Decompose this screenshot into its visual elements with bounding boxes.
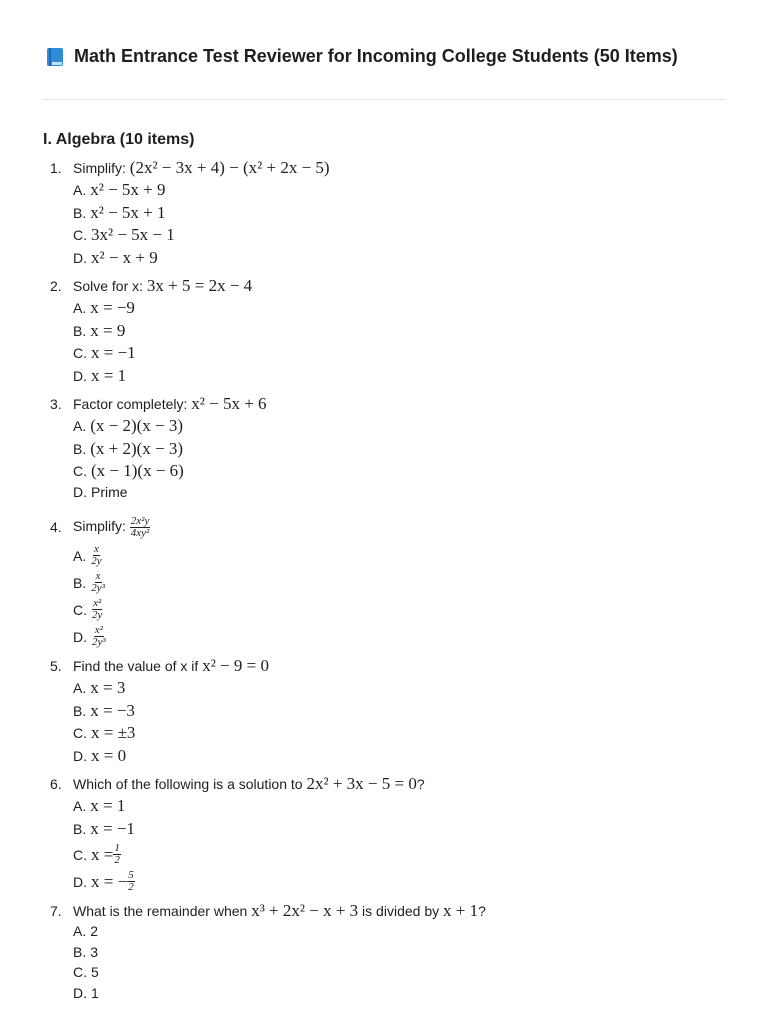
question-list [50,158,740,1011]
option-letter: C. [73,725,87,741]
option-fraction [91,625,107,648]
option-list [50,796,740,895]
question-prompt: Factor completely: [73,396,192,412]
option-item [73,723,740,746]
question-suffix: ? [478,903,486,919]
option-text: (x − 2)(x − 3) [90,416,184,435]
option-letter: D. [73,984,87,1001]
option-text: 5 [91,964,99,980]
option-letter: D. [73,747,87,764]
question-expression: (2x² − 3x + 4) − (x² + 2x − 5) [129,158,330,177]
option-text: x² − 5x + 9 [90,180,166,199]
question-text [73,656,269,676]
fraction-denominator: 2y³ [92,636,106,648]
question-expression-2: x + 1 [443,901,479,920]
option-item [73,180,740,203]
option-fraction [127,870,135,893]
option-item [73,439,740,462]
option-list [50,180,740,270]
option-text: x = [91,844,114,864]
fraction-numerator: 5 [128,869,134,881]
option-letter: C. [73,601,87,618]
option-letter: C. [73,345,87,361]
question-number: 6. [50,776,62,792]
question-prompt: Simplify: [73,517,130,534]
option-item [73,923,740,944]
question-expression: x³ + 2x² − x + 3 [251,901,359,920]
option-letter: B. [73,702,87,719]
question-mid: is divided by [358,903,443,919]
question-line [50,158,740,180]
fraction-denominator: 4xy² [130,526,150,539]
option-item [73,819,740,842]
option-letter: D. [73,873,87,890]
question-text [73,276,252,296]
option-item [73,416,740,439]
option-item [73,868,740,895]
option-letter: C. [73,964,87,980]
option-letter: D. [73,367,87,384]
question-item [50,656,740,768]
question-item [50,774,740,895]
option-text: x = ±3 [91,723,136,742]
option-item [73,461,740,484]
option-item [73,841,740,868]
fraction-numerator: x [93,543,99,555]
option-item [73,321,740,344]
option-letter: D. [73,249,87,266]
question-number: 3. [50,396,62,412]
option-letter: A. [73,798,87,814]
option-letter: B. [73,574,87,591]
option-item [73,985,740,1006]
question-number: 2. [50,278,62,294]
fraction-denominator: 2y [91,555,102,567]
option-letter: A. [73,923,87,939]
option-letter: A. [73,680,87,696]
document-title: Math Entrance Test Reviewer for Incoming College Students (50 Items) [74,46,678,66]
question-line [50,512,740,542]
question-text [73,774,425,794]
option-text: x = −1 [91,343,136,362]
question-suffix: ? [416,776,425,792]
option-text: 3x² − 5x − 1 [91,225,175,244]
option-text: x² − 5x + 1 [90,202,166,222]
option-text: 2 [90,923,99,939]
question-number: 5. [50,658,62,674]
question-fraction [130,516,151,539]
option-text: (x + 2)(x − 3) [90,438,184,458]
fraction-denominator: 2y³ [91,582,105,594]
option-item [73,796,740,819]
option-text: 1 [91,984,99,1001]
option-item [73,569,740,596]
question-prompt: Find the value of x if [73,658,203,674]
fraction-numerator: x² [93,597,102,609]
option-letter: B. [73,322,87,339]
question-prompt: Simplify: [73,160,130,176]
option-fraction [90,544,102,567]
option-text: x = −3 [90,700,135,720]
option-item [73,298,740,321]
option-text: x = − [91,871,128,891]
option-letter: A. [73,182,87,198]
title-row [46,46,678,67]
question-text [73,158,330,178]
option-letter: B. [73,204,87,221]
question-expression: 2x² + 3x − 5 = 0 [306,774,417,793]
option-fraction [91,598,103,621]
option-letter: D. [73,483,87,500]
option-letter: C. [73,227,87,243]
question-prompt: Which of the following is a solution to [73,776,307,792]
option-text: x = 1 [91,365,127,385]
question-text [73,394,267,414]
option-text: Prime [91,483,128,500]
option-letter: C. [73,846,87,863]
option-fraction [90,571,106,594]
question-line [50,901,740,923]
fraction-numerator: 1 [114,842,120,854]
option-item [73,484,740,507]
option-text: x = 9 [90,320,126,340]
fraction-numerator: 2x²y [130,514,150,527]
option-list [50,298,740,388]
book-icon [46,47,64,67]
fraction-numerator: x [95,570,101,582]
option-letter: B. [73,440,87,457]
question-number: 4. [50,519,62,535]
option-item [73,944,740,965]
option-item [73,964,740,985]
question-prompt: What is the remainder when [73,903,252,919]
option-item [73,746,740,769]
option-text: x = −9 [90,298,135,317]
option-text: x = 3 [90,678,126,697]
option-item [73,623,740,650]
fraction-denominator: 2y [92,609,103,621]
option-text: x = −1 [90,818,135,838]
option-text: 3 [90,943,99,960]
question-item [50,901,740,1005]
question-item [50,394,740,506]
option-letter: B. [73,943,87,960]
option-letter: A. [73,547,87,564]
option-item [73,225,740,248]
option-list [50,542,740,650]
fraction-denominator: 2 [114,854,120,866]
option-letter: B. [73,820,87,837]
question-number: 1. [50,160,62,176]
option-letter: A. [73,418,87,434]
option-list [50,923,740,1005]
option-text: x² − x + 9 [91,247,158,267]
option-list [50,416,740,506]
option-item [73,678,740,701]
option-list [50,678,740,768]
question-item [50,512,740,650]
question-item [50,158,740,270]
option-item [73,203,740,226]
question-expression: 3x + 5 = 2x − 4 [146,276,253,295]
question-text [73,516,150,539]
question-line [50,774,740,796]
option-text: x = 1 [90,796,126,815]
option-letter: A. [73,300,87,316]
question-prompt: Solve for x: [73,278,147,294]
fraction-denominator: 2 [128,881,134,893]
option-item [73,542,740,569]
question-text [73,901,486,921]
question-expression: x² − 9 = 0 [202,656,269,675]
option-item [73,366,740,389]
section-heading: I. Algebra (10 items) [43,131,195,148]
question-expression: x² − 5x + 6 [191,394,267,413]
option-item [73,343,740,366]
option-item [73,248,740,271]
question-line [50,394,740,416]
divider [43,99,725,100]
option-text: (x − 1)(x − 6) [91,461,184,480]
option-item [73,701,740,724]
fraction-numerator: x² [94,624,103,636]
question-line [50,276,740,298]
option-fraction [113,843,121,866]
question-number: 7. [50,903,62,919]
option-letter: C. [73,463,87,479]
question-line [50,656,740,678]
option-item [73,596,740,623]
question-item [50,276,740,388]
option-letter: D. [73,628,87,645]
option-text: x = 0 [91,745,127,765]
